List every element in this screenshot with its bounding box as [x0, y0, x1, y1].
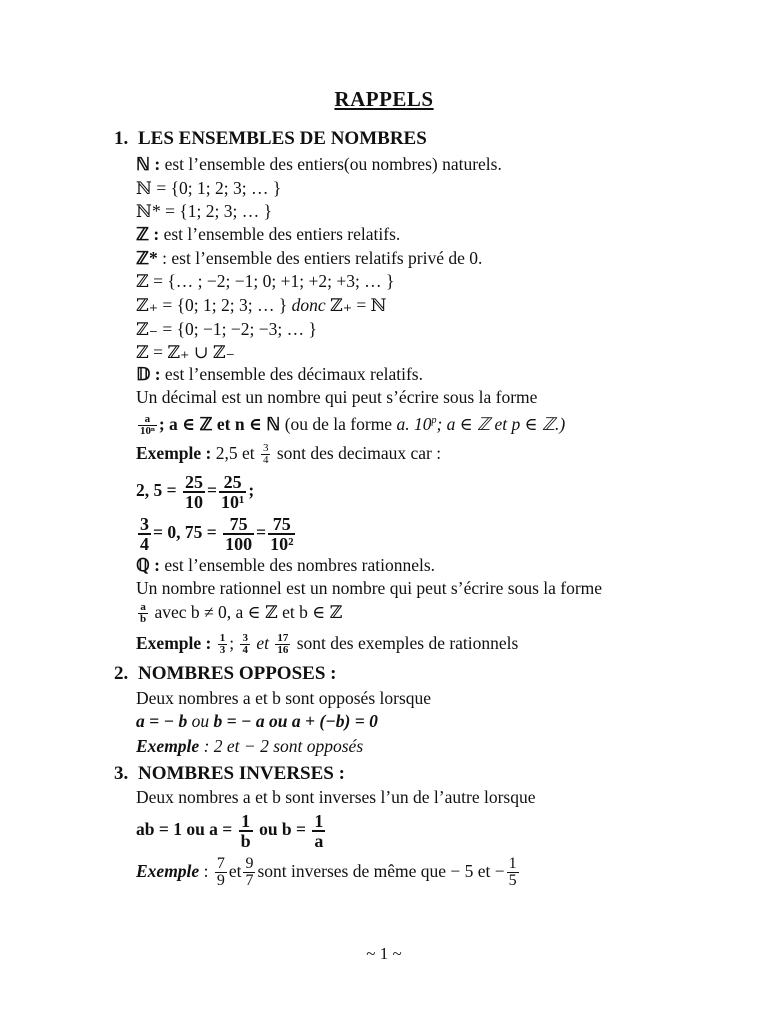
decimal-example — [136, 438, 728, 468]
equation-fraction — [138, 515, 151, 553]
example-fraction — [261, 443, 271, 466]
q-form — [136, 598, 728, 626]
section-heading-ensembles — [114, 127, 427, 151]
zplus-donc: donc — [291, 295, 326, 315]
d-symbol: 𝔻 : — [136, 364, 161, 384]
d-alt-tail: ; a ∈ ℤ et p ∈ ℤ.) — [436, 413, 566, 434]
fraction-denominator: a — [314, 830, 324, 851]
fraction-denominator: 5 — [508, 872, 517, 890]
d-alt-intro: (ou de la forme — [280, 413, 397, 434]
example-label: Exemple : — [136, 633, 212, 653]
equation-3-4: $\frac{3}{4}$ = 0, 75 = $\frac{75}{100}$ = $\frac{75}{\text{10²}}$ — [140, 513, 294, 554]
d-condition: ; a ∈ ℤ et n ∈ ℕ — [158, 413, 281, 434]
fraction-denominator: 9 — [216, 872, 225, 890]
fraction-denominator: 10² — [270, 533, 294, 554]
opposes-example — [136, 735, 728, 757]
fraction-numerator: 1 — [241, 810, 251, 831]
d-alt-exponent: p — [431, 415, 437, 426]
zstar-definition-text: : est l’ensemble des entiers relatifs privé de 0. — [157, 248, 483, 268]
d-form — [136, 407, 728, 438]
equation-lhs: 2, 5 = — [136, 480, 177, 500]
section-heading-inverses — [114, 762, 345, 786]
inverses-rule — [136, 808, 728, 850]
zplus-set — [136, 294, 728, 316]
rule-part: ab = 1 ou a = — [136, 819, 233, 839]
rule-part: b = − a — [213, 711, 265, 731]
n-definition-text: est l’ensemble des entiers(ou nombres) naturels. — [160, 154, 502, 174]
d-fraction — [138, 414, 157, 437]
example-text: : 2 et − 2 sont opposés — [199, 736, 364, 756]
opposes-rule — [136, 710, 728, 732]
q-condition: avec b ≠ 0, a ∈ ℤ et b ∈ ℤ — [150, 602, 343, 622]
page-title: RAPPELS — [334, 87, 434, 111]
n-symbol: ℕ : — [136, 154, 161, 174]
fraction-numerator: 3 — [262, 442, 269, 455]
example-et: et — [251, 633, 274, 653]
fraction-denominator: b — [240, 830, 251, 851]
equation-2-5: 2, 5 = $\frac{25}{10}$ = $\frac{25}{\text{10¹}}$ ; — [136, 471, 255, 512]
section-title: LES ENSEMBLES DE NOMBRES — [138, 128, 427, 149]
fraction-denominator: 10¹ — [220, 491, 245, 512]
rule-ou: ou — [264, 711, 292, 731]
rule-fraction — [239, 812, 253, 850]
section-number: 1. — [114, 128, 129, 149]
fraction-denominator: 4 — [262, 454, 269, 467]
section-title: NOMBRES INVERSES : — [138, 763, 345, 784]
example-fraction — [240, 633, 250, 656]
q-definition-text: est l’ensemble des nombres rationnels. — [159, 555, 436, 575]
zplus-set-expr: ℤ₊ = {0; 1; 2; 3; … } — [136, 295, 292, 315]
d-definition-text: est l’ensemble des décimaux relatifs. — [160, 364, 423, 384]
fraction-denominator: 3 — [219, 644, 226, 657]
inverses-example — [136, 850, 728, 892]
q-symbol: ℚ : — [136, 555, 160, 575]
zplus-equality: ℤ₊ = ℕ — [325, 295, 387, 315]
rule-ou: ou b = — [259, 819, 306, 839]
q-fraction — [138, 602, 148, 625]
fraction-numerator: 3 — [140, 513, 149, 534]
fraction-numerator: 75 — [229, 513, 248, 534]
rule-ou: ou — [187, 711, 214, 731]
example-fraction — [218, 633, 228, 656]
d-intro: Un décimal est un nombre qui peut s’écrire sous la forme — [136, 387, 538, 407]
section-title: NOMBRES OPPOSES : — [138, 663, 337, 684]
zminus-set: ℤ₋ = {0; −1; −2; −3; … } — [136, 319, 317, 339]
inverses-definition: Deux nombres a et b sont inverses l’un de l’autre lorsque — [136, 787, 536, 807]
n-definition — [136, 153, 728, 175]
z-definition — [136, 223, 728, 245]
fraction-numerator: a — [144, 413, 151, 426]
example-text: 2,5 et — [211, 443, 259, 463]
equation-fraction — [219, 473, 246, 511]
fraction-denominator: 4 — [140, 533, 149, 554]
rule-part: a + (−b) = 0 — [291, 711, 378, 731]
q-intro: Un nombre rationnel est un nombre qui peut s’écrire sous la forme — [136, 578, 603, 598]
example-fraction — [275, 633, 290, 656]
example-colon: : — [199, 861, 213, 881]
fraction-numerator: 17 — [277, 632, 289, 645]
example-separator: ; — [229, 633, 235, 653]
rational-example — [136, 628, 728, 658]
fraction-numerator: 9 — [245, 855, 254, 873]
example-label: Exemple — [136, 736, 200, 756]
zstar-symbol: ℤ* — [136, 248, 158, 268]
example-fraction — [215, 856, 227, 889]
fraction-numerator: 25 — [223, 471, 242, 492]
fraction-numerator: 1 — [219, 632, 226, 645]
example-fraction — [507, 856, 519, 889]
z-symbol: ℤ : — [136, 224, 160, 244]
opposes-definition: Deux nombres a et b sont opposés lorsque — [136, 688, 432, 708]
fraction-denominator: b — [140, 613, 147, 626]
equation-fraction — [183, 473, 205, 511]
fraction-numerator: 1 — [508, 855, 517, 873]
rule-part: a = − b — [136, 711, 188, 731]
z-definition-text: est l’ensemble des entiers relatifs. — [159, 224, 401, 244]
fraction-denominator: 7 — [245, 872, 254, 890]
page-number: ~ 1 ~ — [366, 944, 402, 963]
section-number: 2. — [114, 663, 129, 684]
example-label: Exemple : — [136, 443, 212, 463]
fraction-numerator: 75 — [272, 513, 291, 534]
z-set: ℤ = {… ; −2; −1; 0; +1; +2; +3; … } — [136, 271, 395, 291]
z-union: ℤ = ℤ₊ ∪ ℤ₋ — [136, 342, 235, 362]
d-definition — [136, 363, 728, 385]
n-set: ℕ = {0; 1; 2; 3; … } — [136, 178, 282, 198]
nstar-set: ℕ* = {1; 2; 3; … } — [136, 201, 273, 221]
equation-middle: = 0, 75 = — [153, 522, 217, 542]
example-et: et — [228, 861, 242, 881]
rule-fraction — [312, 812, 325, 850]
section-number: 3. — [114, 763, 129, 784]
equation-fraction — [223, 515, 254, 553]
fraction-denominator: 4 — [242, 644, 248, 657]
q-definition — [136, 554, 728, 576]
fraction-denominator: 16 — [277, 644, 289, 657]
zstar-definition — [136, 247, 728, 269]
d-alt-expr: a. 10 — [396, 413, 432, 434]
example-tail: sont des decimaux car : — [272, 443, 442, 463]
fraction-numerator: 1 — [314, 810, 324, 831]
example-tail: sont des exemples de rationnels — [292, 633, 519, 653]
example-fraction — [243, 856, 255, 889]
equation-fraction — [268, 515, 295, 553]
example-label: Exemple — [136, 861, 200, 881]
example-middle: sont inverses de même que − 5 et − — [257, 861, 505, 881]
fraction-numerator: 3 — [242, 632, 248, 645]
fraction-denominator: 100 — [225, 533, 253, 554]
fraction-denominator: 10ⁿ — [140, 425, 155, 438]
fraction-numerator: 7 — [216, 855, 225, 873]
fraction-numerator: 25 — [184, 471, 203, 492]
section-heading-opposes — [114, 662, 336, 686]
equation-tail: ; — [248, 480, 255, 500]
fraction-denominator: 10 — [184, 491, 203, 512]
fraction-numerator: a — [140, 601, 146, 614]
